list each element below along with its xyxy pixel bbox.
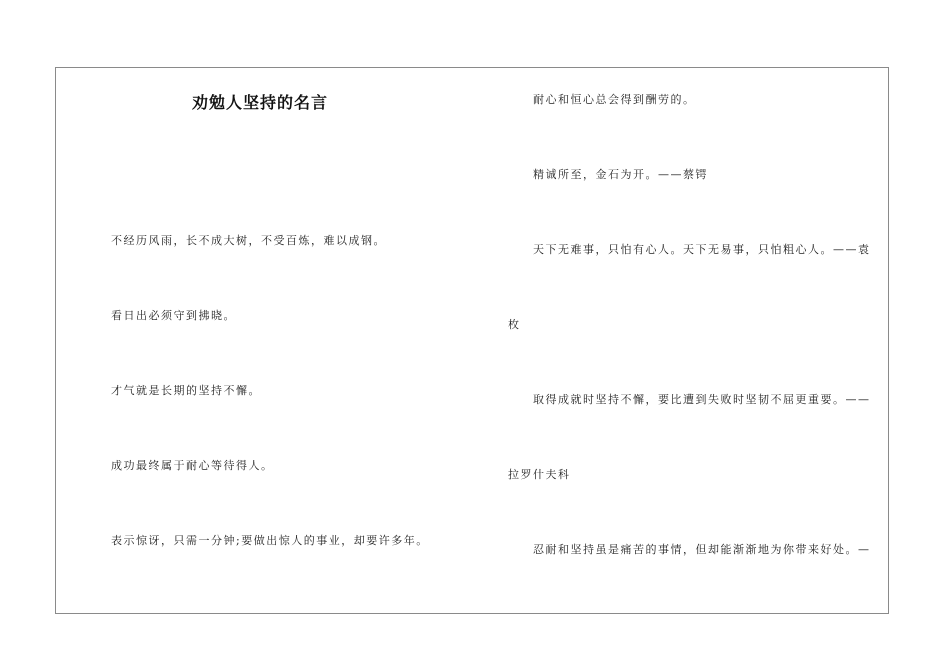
quote-line: 才气就是长期的坚持不懈。 (111, 384, 261, 397)
quote-line: 不经历风雨，长不成大树，不受百炼，难以成钢。 (111, 234, 386, 247)
quote-line: 成功最终属于耐心等待得人。 (111, 459, 274, 472)
quote-line: 看日出必须守到拂晓。 (111, 309, 236, 322)
quote-line: 耐心和恒心总会得到酬劳的。 (533, 93, 696, 106)
document-title: 劝勉人坚持的名言 (192, 93, 329, 112)
quote-line: 表示惊讶，只需一分钟;要做出惊人的事业，却要许多年。 (111, 534, 429, 547)
quote-line: 取得成就时坚持不懈，要比遭到失败时坚韧不屈更重要。—— (533, 393, 871, 406)
quote-line: 精诚所至，金石为开。——蔡锷 (533, 168, 708, 181)
quote-line-continuation: 枚 (508, 318, 521, 331)
page-frame (55, 67, 889, 614)
quote-line: 忍耐和坚持虽是痛苦的事情，但却能渐渐地为你带来好处。— (533, 543, 871, 556)
quote-line-continuation: 拉罗什夫科 (508, 468, 571, 481)
quote-line: 天下无难事，只怕有心人。天下无易事，只怕粗心人。——袁 (533, 243, 871, 256)
